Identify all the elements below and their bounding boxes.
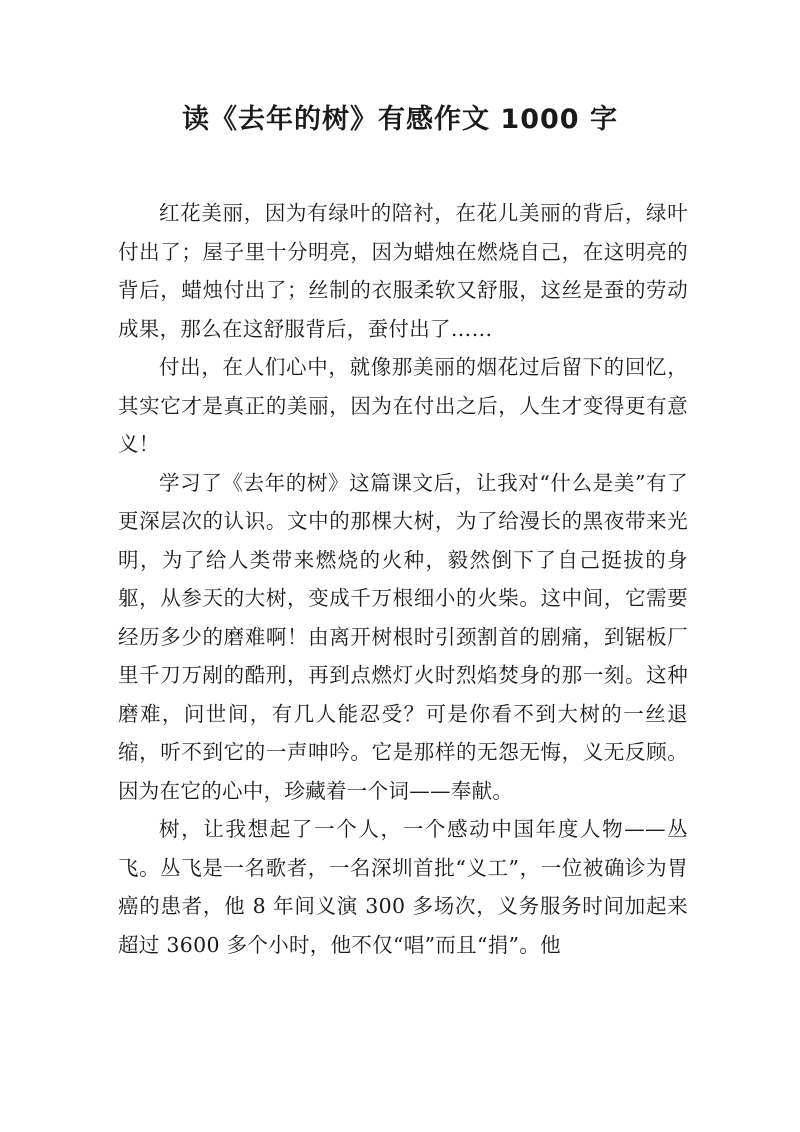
paragraph: 树，让我想起了一个人，一个感动中国年度人物——丛飞。丛飞是一名歌者，一名深圳首批“义工”，一位被确诊为胃癌的患者，他 8 年间义演 300 多场次，义务服务时间加起来超过 3600 多个小时，他不仅“唱”而且“捐”。他 — [118, 817, 688, 957]
document-body — [118, 194, 688, 964]
paragraph: 付出，在人们心中，就像那美丽的烟花过后留下的回忆，其实它才是真正的美丽，因为在付出之后，人生才变得更有意义！ — [118, 355, 688, 456]
paragraph: 学习了《去年的树》这篇课文后，让我对“什么是美”有了更深层次的认识。文中的那棵大树，为了给漫长的黑夜带来光明，为了给人类带来燃烧的火种，毅然倒下了自己挺拔的身躯，从参天的大树，变成千万根细小的火柴。这中间，它需要经历多少的磨难啊！由离开树根时引颈割首的剧痛，到锯板厂里千刀万剐的酷刑，再到点燃灯火时烈焰焚身的那一刻。这种磨难，问世间，有几人能忍受？可是你看不到大树的一丝退缩，听不到它的一声呻吟。它是那样的无怨无悔，义无反顾。因为在它的心中，珍藏着一个词——奉献。 — [118, 470, 688, 803]
paragraph: 红花美丽，因为有绿叶的陪衬，在花儿美丽的背后，绿叶付出了；屋子里十分明亮，因为蜡烛在燃烧自己，在这明亮的背后，蜡烛付出了；丝制的衣服柔软又舒服，这丝是蚕的劳动成果，那么在这舒服背后，蚕付出了…… — [118, 201, 688, 341]
document-title: 读《去年的树》有感作文 1000 字 — [182, 104, 618, 135]
